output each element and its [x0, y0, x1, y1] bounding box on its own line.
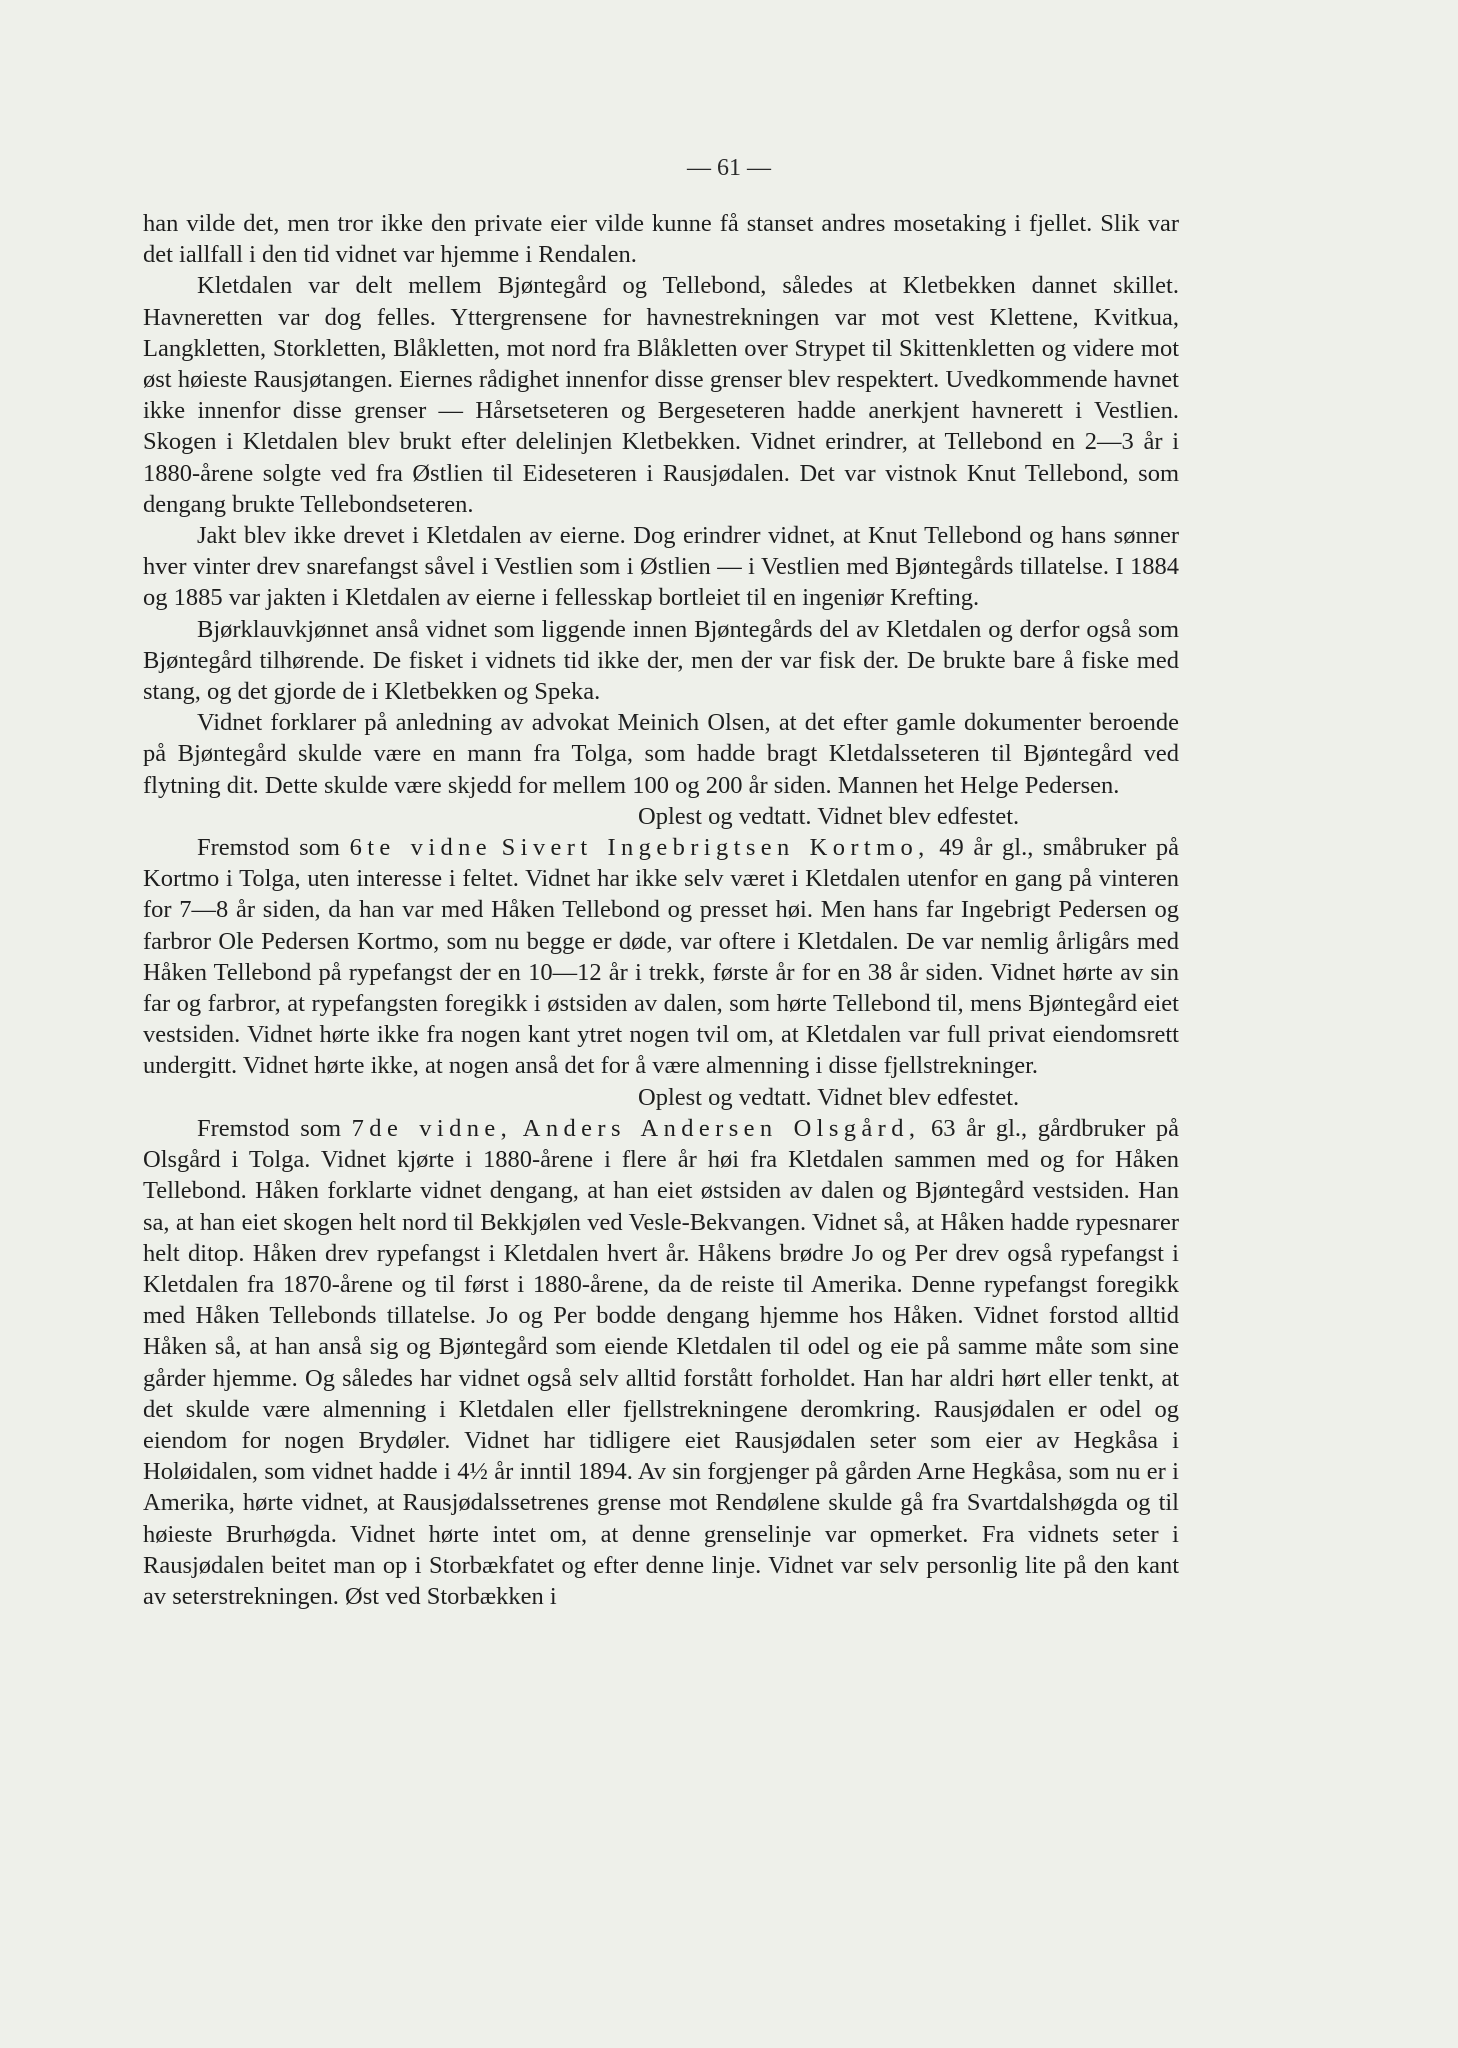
witness-ordinal: 6te vidne: [349, 834, 493, 862]
witness-name: Anders Andersen Olsgård,: [522, 1114, 921, 1142]
witness-text: 49 år gl., småbruker på Kortmo i Tolga, uten interesse i feltet. Vidnet har ikke selv været i Kletdalen utenfor en gang på vinteren for 7—8 år siden, da han var med Håken Tellebond og presset høi. Men hans far Ingebrigt Pedersen og farbror Ole Pedersen Kortmo, som nu begge er døde, var oftere i Kletdalen. De var nemlig årligårs med Håken Tellebond på rypefangst der en 10—12 år i trekk, første år for en 38 år siden. Vidnet hørte av sin far og farbror, at rypefangsten foregikk i østsiden av dalen, som hørte Tellebond til, mens Bjøntegård eiet vestsiden. Vidnet hørte ikke fra nogen kant ytret nogen tvil om, at Kletdalen var full privat eiendomsrett undergitt. Vidnet hørte ikke, at nogen anså det for å være almenning i disse fjellstrekninger.: [143, 834, 1180, 1080]
witness-ordinal: 7de vidne,: [351, 1114, 513, 1142]
witness-paragraph: [143, 832, 1179, 1082]
witness-intro: Fremstod som: [197, 1114, 342, 1142]
signature-line: Oplest og vedtatt. Vidnet blev edfestet.: [638, 802, 1020, 830]
body-text: [143, 208, 1179, 1612]
witness-name: Sivert Ingebrigtsen Kortmo,: [501, 834, 930, 862]
paragraph: Vidnet forklarer på anledning av advokat Meinich Olsen, at det efter gamle dokumenter beroende på Bjøntegård skulde være en mann fra Tolga, som hadde bragt Kletdalsseteren til Bjøntegård ved flytning dit. Dette skulde være skjedd for mellem 100 og 200 år siden. Mannen het Helge Pedersen.: [143, 709, 1179, 799]
witness-paragraph: [143, 1113, 1179, 1612]
paragraph: han vilde det, men tror ikke den private eier vilde kunne få stanset andres mosetaking i fjellet. Slik var det iallfall i den tid vidnet var hjemme i Rendalen.: [143, 210, 1179, 269]
witness-intro: Fremstod som: [197, 834, 340, 862]
signature-line: Oplest og vedtatt. Vidnet blev edfestet.: [638, 1083, 1020, 1111]
page-number: — 61 —: [687, 155, 771, 181]
paragraph: Jakt blev ikke drevet i Kletdalen av eierne. Dog erindrer vidnet, at Knut Tellebond og hans sønner hver vinter drev snarefangst såvel i Vestlien som i Østlien — i Vestlien med Bjøntegårds tillatelse. I 1884 og 1885 var jakten i Kletdalen av eierne i fellesskap bortleiet til en ingeniør Krefting.: [143, 522, 1179, 612]
paragraph: Bjørklauvkjønnet anså vidnet som liggende innen Bjøntegårds del av Kletdalen og derfor også som Bjøntegård tilhørende. De fisket i vidnets tid ikke der, men der var fisk der. De brukte bare å fiske med stang, og det gjorde de i Kletbekken og Speka.: [143, 615, 1179, 706]
witness-text: 63 år gl., gårdbruker på Olsgård i Tolga. Vidnet kjørte i 1880-årene i flere år høi fra Kletdalen sammen med og for Håken Tellebond. Håken forklarte vidnet dengang, at han eiet østsiden av dalen og Bjøntegård vestsiden. Han sa, at han eiet skogen helt nord til Bekkjølen ved Vesle-Bekvangen. Vidnet så, at Håken hadde rypesnarer helt ditop. Håken drev rypefangst i Kletdalen hvert år. Håkens brødre Jo og Per drev også rypefangst i Kletdalen fra 1870-årene og til først i 1880-årene, da de reiste til Amerika. Denne rypefangst foregikk med Håken Tellebonds tillatelse. Jo og Per bodde dengang hjemme hos Håken. Vidnet forstod alltid Håken så, at han anså sig og Bjøntegård som eiende Kletdalen til odel og eie på samme måte som sine gårder hjemme. Og således har vidnet også selv alltid forstått forholdet. Han har aldri hørt eller tenkt, at det skulde være almenning i Kletdalen eller fjellstrekningene deromkring. Rausjødalen er odel og eiendom for nogen Brydøler. Vidnet har tidligere eiet Rausjødalen seter som eier av Hegkåsa i Holøidalen, som vidnet hadde i 4½ år inntil 1894. Av sin forgjenger på gården Arne Hegkåsa, som nu er i Amerika, hørte vidnet, at Rausjødalssetrenes grense mot Rendølene skulde gå fra Svartdalshøgda og til høieste Brurhøgda. Vidnet hørte intet om, at denne grenselinje var opmerket. Fra vidnets seter i Rausjødalen beitet man op i Storbækfatet og efter denne linje. Vidnet var selv personlig lite på den kant av seterstrekningen. Øst ved Storbækken i: [143, 1114, 1179, 1610]
paragraph: Kletdalen var delt mellem Bjøntegård og Tellebond, således at Kletbekken dannet skillet. Havneretten var dog felles. Yttergrensene for havnestrekningen var mot vest Klettene, Kvitkua, Langkletten, Storkletten, Blåkletten, mot nord fra Blåkletten over Strypet til Skittenkletten og videre mot øst høieste Rausjøtangen. Eiernes rådighet innenfor disse grenser blev respektert. Uvedkommende havnet ikke innenfor disse grenser — Hårsetseteren og Bergeseteren hadde anerkjent havnerett i Vestlien. Skogen i Kletdalen blev brukt efter delelinjen Kletbekken. Vidnet erindrer, at Tellebond en 2—3 år i 1880-årene solgte ved fra Østlien til Eideseteren i Rausjødalen. Det var vistnok Knut Tellebond, som dengang brukte Tellebondseteren.: [143, 272, 1179, 518]
